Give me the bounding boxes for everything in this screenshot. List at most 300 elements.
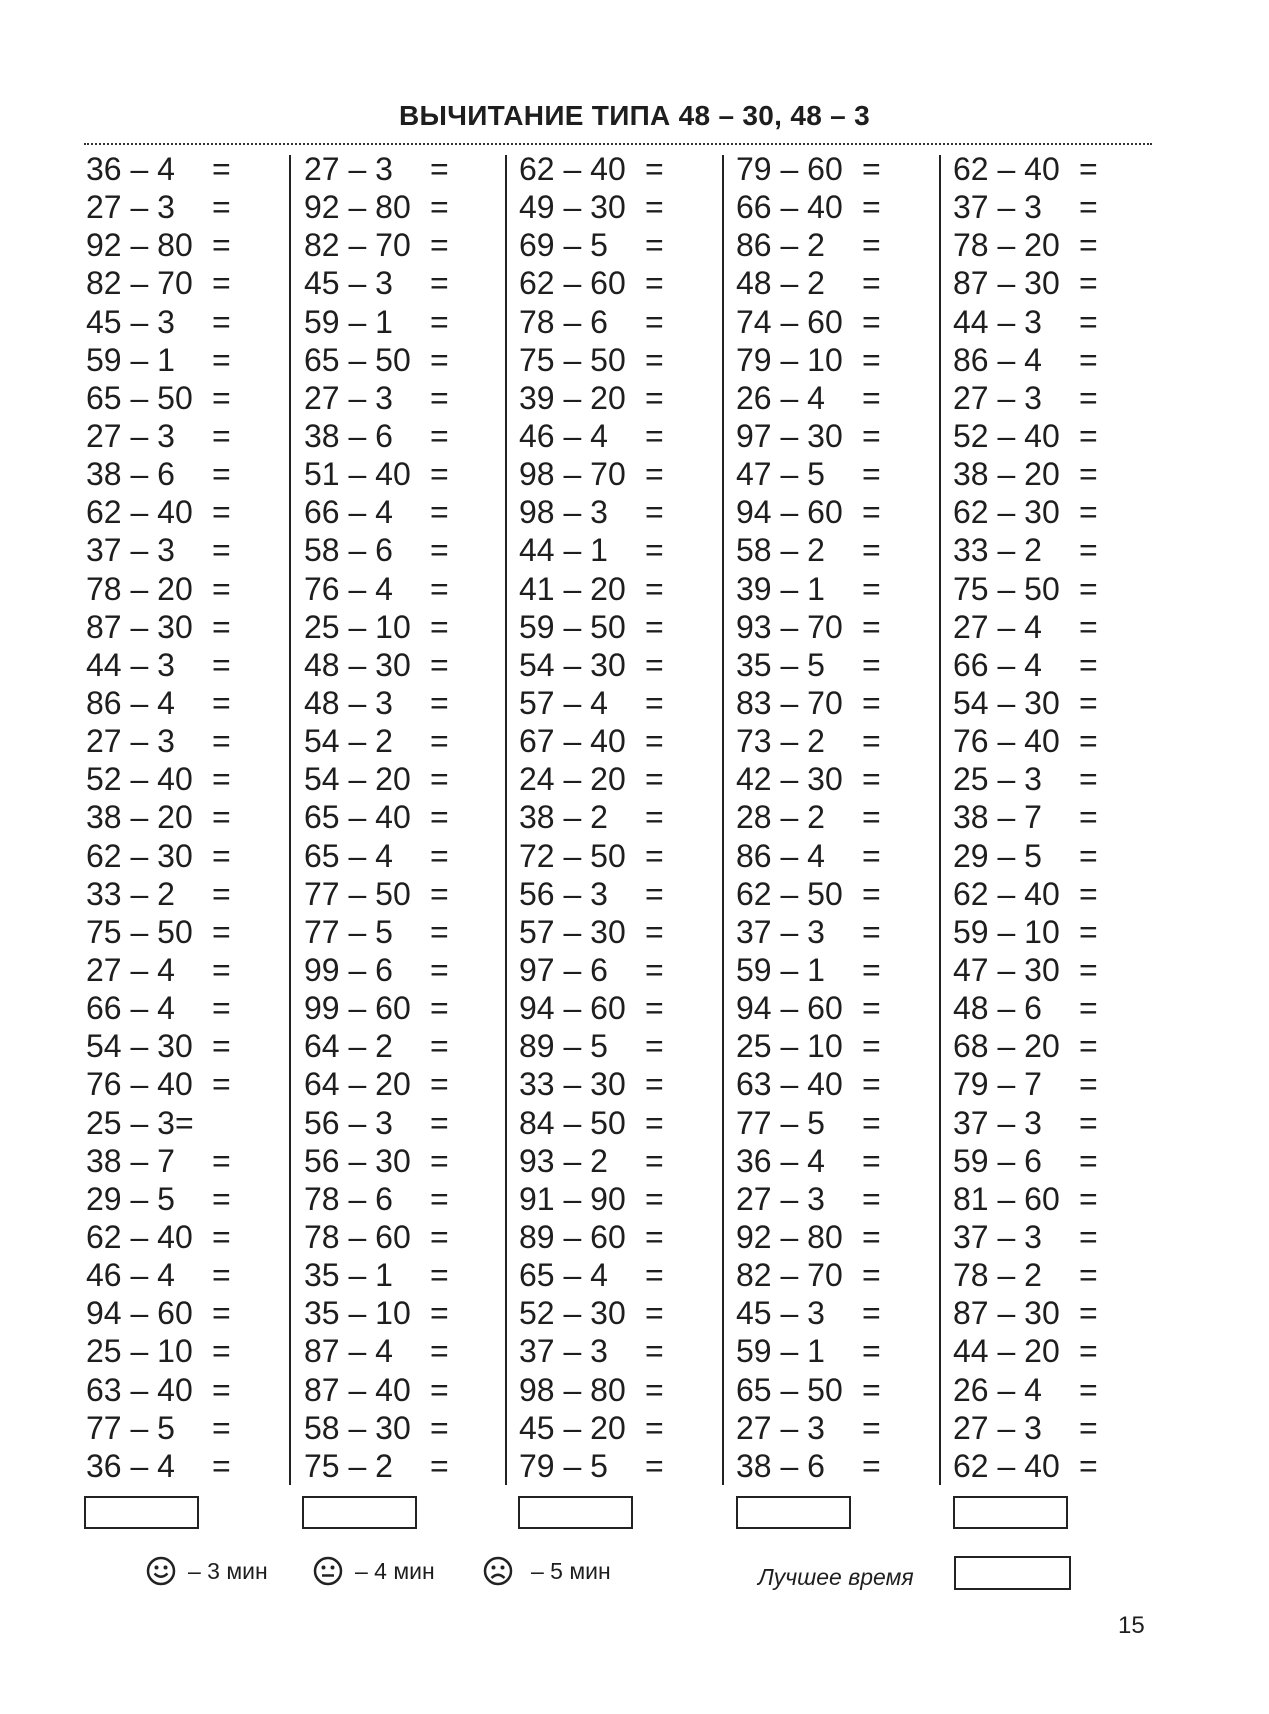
smiley-sad-icon xyxy=(483,1556,513,1586)
equals-sign: = xyxy=(1079,875,1098,912)
exercise-row xyxy=(86,1294,231,1332)
exercise-row xyxy=(86,1027,231,1065)
exercise-row xyxy=(519,646,664,684)
exercise-row xyxy=(304,646,449,684)
exercise-expression: 59 – 10 xyxy=(953,913,1060,950)
equals-sign: = xyxy=(430,570,449,607)
exercise-row xyxy=(519,1332,664,1370)
column-divider xyxy=(722,155,724,1485)
exercise-row xyxy=(86,722,231,760)
exercise-expression: 76 – 40 xyxy=(953,723,1060,760)
equals-sign: = xyxy=(212,1028,231,1065)
exercise-expression: 94 – 60 xyxy=(519,990,626,1027)
exercise-row xyxy=(519,875,664,913)
exercise-row xyxy=(86,608,231,646)
exercise-row xyxy=(736,1218,881,1256)
exercise-row xyxy=(736,798,881,836)
equals-sign: = xyxy=(862,761,881,798)
exercise-expression: 75 – 50 xyxy=(86,913,193,950)
exercise-row xyxy=(736,760,881,798)
exercise-expression: 37 – 3 xyxy=(736,913,825,950)
exercise-expression: 26 – 4 xyxy=(953,1371,1042,1408)
equals-sign: = xyxy=(430,913,449,950)
exercise-expression: 75 – 50 xyxy=(519,341,626,378)
equals-sign: = xyxy=(430,151,449,187)
exercise-expression: 58 – 6 xyxy=(304,532,393,569)
exercise-expression: 65 – 4 xyxy=(304,837,393,874)
equals-sign: = xyxy=(212,379,231,416)
exercise-column-5 xyxy=(953,150,1098,1485)
best-time-box[interactable] xyxy=(954,1556,1071,1590)
exercise-row xyxy=(304,303,449,341)
equals-sign: = xyxy=(430,1066,449,1103)
exercise-expression: 79 – 5 xyxy=(519,1447,608,1484)
equals-sign: = xyxy=(1079,1142,1098,1179)
exercise-row xyxy=(86,493,231,531)
exercise-row xyxy=(304,1409,449,1447)
exercise-row xyxy=(519,455,664,493)
equals-sign: = xyxy=(862,1333,881,1370)
exercise-expression: 56 – 3 xyxy=(519,875,608,912)
equals-sign: = xyxy=(212,1333,231,1370)
exercise-row xyxy=(304,188,449,226)
equals-sign: = xyxy=(1079,494,1098,531)
column-time-box-5[interactable] xyxy=(953,1496,1068,1529)
exercise-expression: 24 – 20 xyxy=(519,761,626,798)
equals-sign: = xyxy=(1079,761,1098,798)
equals-sign: = xyxy=(212,951,231,988)
equals-sign: = xyxy=(212,227,231,264)
equals-sign: = xyxy=(1079,1409,1098,1446)
exercise-expression: 62 – 40 xyxy=(953,151,1060,187)
exercise-expression: 74 – 60 xyxy=(736,303,843,340)
equals-sign: = xyxy=(1079,799,1098,836)
equals-sign: = xyxy=(430,1295,449,1332)
equals-sign: = xyxy=(1079,951,1098,988)
exercise-expression: 86 – 4 xyxy=(736,837,825,874)
exercise-row xyxy=(519,226,664,264)
exercise-row xyxy=(519,531,664,569)
exercise-expression: 44 – 20 xyxy=(953,1333,1060,1370)
exercise-expression: 38 – 6 xyxy=(304,417,393,454)
equals-sign: = xyxy=(645,1333,664,1370)
exercise-row xyxy=(736,1447,881,1485)
exercise-expression: 44 – 1 xyxy=(519,532,608,569)
exercise-expression: 45 – 3 xyxy=(736,1295,825,1332)
legend-neutral xyxy=(313,1556,435,1586)
exercise-row xyxy=(736,417,881,455)
exercise-expression: 73 – 2 xyxy=(736,723,825,760)
exercise-row xyxy=(304,684,449,722)
equals-sign: = xyxy=(212,265,231,302)
exercise-expression: 93 – 70 xyxy=(736,608,843,645)
equals-sign: = xyxy=(1079,1066,1098,1103)
equals-sign: = xyxy=(645,1218,664,1255)
exercise-row xyxy=(953,875,1098,913)
column-time-box-2[interactable] xyxy=(302,1496,417,1529)
exercise-column-2 xyxy=(304,150,449,1485)
exercise-row xyxy=(953,570,1098,608)
exercise-row xyxy=(86,379,231,417)
exercise-expression: 44 – 3 xyxy=(86,646,175,683)
equals-sign: = xyxy=(212,189,231,226)
equals-sign: = xyxy=(430,1257,449,1294)
equals-sign: = xyxy=(645,913,664,950)
exercise-expression: 37 – 3 xyxy=(86,532,175,569)
equals-sign: = xyxy=(645,189,664,226)
equals-sign: = xyxy=(862,837,881,874)
exercise-expression: 92 – 80 xyxy=(304,189,411,226)
equals-sign: = xyxy=(1079,723,1098,760)
equals-sign: = xyxy=(645,723,664,760)
exercise-expression: 78 – 20 xyxy=(953,227,1060,264)
equals-sign: = xyxy=(862,913,881,950)
equals-sign: = xyxy=(430,799,449,836)
exercise-expression: 27 – 4 xyxy=(953,608,1042,645)
exercise-expression: 64 – 20 xyxy=(304,1066,411,1103)
equals-sign: = xyxy=(862,723,881,760)
legend-sad xyxy=(483,1556,611,1586)
equals-sign: = xyxy=(862,1066,881,1103)
exercise-expression: 25 – 3= xyxy=(86,1104,194,1141)
equals-sign: = xyxy=(645,341,664,378)
exercise-expression: 49 – 30 xyxy=(519,189,626,226)
smiley-happy-icon xyxy=(146,1556,176,1586)
equals-sign: = xyxy=(1079,570,1098,607)
equals-sign: = xyxy=(430,1371,449,1408)
exercise-row xyxy=(304,531,449,569)
exercise-row xyxy=(86,226,231,264)
exercise-row xyxy=(519,1409,664,1447)
equals-sign: = xyxy=(1079,1447,1098,1484)
exercise-row xyxy=(519,1027,664,1065)
exercise-expression: 84 – 50 xyxy=(519,1104,626,1141)
equals-sign: = xyxy=(645,837,664,874)
exercise-expression: 52 – 40 xyxy=(953,417,1060,454)
equals-sign: = xyxy=(212,1447,231,1484)
exercise-expression: 37 – 3 xyxy=(519,1333,608,1370)
equals-sign: = xyxy=(645,646,664,683)
equals-sign: = xyxy=(430,990,449,1027)
equals-sign: = xyxy=(645,151,664,187)
exercise-expression: 29 – 5 xyxy=(86,1180,175,1217)
exercise-row xyxy=(953,188,1098,226)
exercise-row xyxy=(519,760,664,798)
equals-sign: = xyxy=(1079,913,1098,950)
exercise-row xyxy=(304,1218,449,1256)
exercise-expression: 57 – 30 xyxy=(519,913,626,950)
equals-sign: = xyxy=(645,990,664,1027)
exercise-row xyxy=(953,150,1098,188)
equals-sign: = xyxy=(862,494,881,531)
exercise-expression: 27 – 3 xyxy=(736,1180,825,1217)
equals-sign: = xyxy=(212,303,231,340)
exercise-expression: 41 – 20 xyxy=(519,570,626,607)
equals-sign: = xyxy=(212,646,231,683)
exercise-row xyxy=(519,188,664,226)
column-time-box-1[interactable] xyxy=(84,1496,199,1529)
exercise-row xyxy=(304,951,449,989)
exercise-row xyxy=(86,989,231,1027)
exercise-expression: 35 – 1 xyxy=(304,1257,393,1294)
equals-sign: = xyxy=(1079,684,1098,721)
exercise-expression: 54 – 20 xyxy=(304,761,411,798)
equals-sign: = xyxy=(430,532,449,569)
exercise-expression: 94 – 60 xyxy=(86,1295,193,1332)
exercise-expression: 27 – 3 xyxy=(953,379,1042,416)
equals-sign: = xyxy=(862,646,881,683)
exercise-row xyxy=(953,798,1098,836)
exercise-row xyxy=(86,264,231,302)
equals-sign: = xyxy=(1079,1371,1098,1408)
exercise-expression: 33 – 2 xyxy=(86,875,175,912)
exercise-expression: 72 – 50 xyxy=(519,837,626,874)
exercise-expression: 25 – 10 xyxy=(304,608,411,645)
legend-happy xyxy=(146,1556,268,1586)
exercise-row xyxy=(519,417,664,455)
equals-sign: = xyxy=(862,1447,881,1484)
exercise-expression: 98 – 3 xyxy=(519,494,608,531)
equals-sign: = xyxy=(430,723,449,760)
exercise-row xyxy=(519,1447,664,1485)
exercise-expression: 27 – 3 xyxy=(953,1409,1042,1446)
equals-sign: = xyxy=(862,1371,881,1408)
exercise-row xyxy=(86,1409,231,1447)
equals-sign: = xyxy=(430,1333,449,1370)
dotted-divider xyxy=(84,143,1152,145)
exercise-expression: 65 – 40 xyxy=(304,799,411,836)
exercise-row xyxy=(86,1065,231,1103)
equals-sign: = xyxy=(212,723,231,760)
exercise-row xyxy=(519,608,664,646)
equals-sign: = xyxy=(212,608,231,645)
exercise-expression: 65 – 50 xyxy=(86,379,193,416)
equals-sign: = xyxy=(430,1447,449,1484)
equals-sign: = xyxy=(212,1409,231,1446)
equals-sign: = xyxy=(645,379,664,416)
exercise-row xyxy=(86,1371,231,1409)
exercise-expression: 42 – 30 xyxy=(736,761,843,798)
exercise-row xyxy=(953,722,1098,760)
exercise-expression: 62 – 40 xyxy=(86,494,193,531)
exercise-row xyxy=(953,417,1098,455)
exercise-expression: 27 – 3 xyxy=(86,417,175,454)
exercise-expression: 47 – 30 xyxy=(953,951,1060,988)
exercise-expression: 56 – 3 xyxy=(304,1104,393,1141)
equals-sign: = xyxy=(1079,1104,1098,1141)
exercise-expression: 78 – 60 xyxy=(304,1218,411,1255)
exercise-expression: 69 – 5 xyxy=(519,227,608,264)
exercise-expression: 66 – 4 xyxy=(86,990,175,1027)
equals-sign: = xyxy=(862,227,881,264)
equals-sign: = xyxy=(430,227,449,264)
equals-sign: = xyxy=(645,227,664,264)
exercise-expression: 98 – 80 xyxy=(519,1371,626,1408)
equals-sign: = xyxy=(645,1371,664,1408)
equals-sign: = xyxy=(212,1371,231,1408)
exercise-row xyxy=(953,303,1098,341)
exercise-row xyxy=(953,1294,1098,1332)
equals-sign: = xyxy=(212,799,231,836)
equals-sign: = xyxy=(862,265,881,302)
exercise-row xyxy=(519,1371,664,1409)
exercise-row xyxy=(736,913,881,951)
exercise-expression: 52 – 30 xyxy=(519,1295,626,1332)
exercise-expression: 58 – 2 xyxy=(736,532,825,569)
equals-sign: = xyxy=(645,608,664,645)
equals-sign: = xyxy=(212,990,231,1027)
exercise-row xyxy=(519,722,664,760)
exercise-row xyxy=(304,760,449,798)
exercise-row xyxy=(304,379,449,417)
exercise-row xyxy=(736,1104,881,1142)
exercise-expression: 54 – 30 xyxy=(86,1028,193,1065)
exercise-row xyxy=(304,1332,449,1370)
exercise-expression: 58 – 30 xyxy=(304,1409,411,1446)
exercise-expression: 82 – 70 xyxy=(86,265,193,302)
page-number: 15 xyxy=(1118,1612,1145,1639)
exercise-row xyxy=(953,1027,1098,1065)
exercise-row xyxy=(519,303,664,341)
exercise-row xyxy=(304,226,449,264)
equals-sign: = xyxy=(862,799,881,836)
exercise-row xyxy=(953,989,1098,1027)
exercise-expression: 78 – 2 xyxy=(953,1257,1042,1294)
exercise-row xyxy=(86,570,231,608)
equals-sign: = xyxy=(1079,837,1098,874)
exercise-expression: 79 – 7 xyxy=(953,1066,1042,1103)
exercise-expression: 62 – 50 xyxy=(736,875,843,912)
exercise-row xyxy=(519,1104,664,1142)
equals-sign: = xyxy=(645,1028,664,1065)
exercise-expression: 45 – 20 xyxy=(519,1409,626,1446)
exercise-expression: 38 – 2 xyxy=(519,799,608,836)
exercise-row xyxy=(736,951,881,989)
exercise-expression: 87 – 30 xyxy=(86,608,193,645)
equals-sign: = xyxy=(1079,1257,1098,1294)
equals-sign: = xyxy=(862,456,881,493)
legend-text-4min: – 4 мин xyxy=(355,1557,435,1584)
exercise-expression: 63 – 40 xyxy=(86,1371,193,1408)
exercise-expression: 59 – 1 xyxy=(86,341,175,378)
equals-sign: = xyxy=(862,1257,881,1294)
exercise-expression: 66 – 40 xyxy=(736,189,843,226)
equals-sign: = xyxy=(645,875,664,912)
equals-sign: = xyxy=(430,189,449,226)
equals-sign: = xyxy=(862,608,881,645)
exercise-expression: 89 – 5 xyxy=(519,1028,608,1065)
equals-sign: = xyxy=(645,761,664,798)
exercise-row xyxy=(519,1294,664,1332)
exercise-expression: 68 – 20 xyxy=(953,1028,1060,1065)
equals-sign: = xyxy=(430,265,449,302)
exercise-expression: 48 – 30 xyxy=(304,646,411,683)
column-time-box-3[interactable] xyxy=(518,1496,633,1529)
exercise-expression: 67 – 40 xyxy=(519,723,626,760)
exercise-expression: 76 – 40 xyxy=(86,1066,193,1103)
exercise-expression: 64 – 2 xyxy=(304,1028,393,1065)
exercise-row xyxy=(304,875,449,913)
equals-sign: = xyxy=(430,608,449,645)
page-title: ВЫЧИТАНИЕ ТИПА 48 – 30, 48 – 3 xyxy=(399,100,870,131)
exercise-expression: 56 – 30 xyxy=(304,1142,411,1179)
exercise-row xyxy=(304,417,449,455)
exercise-expression: 59 – 1 xyxy=(736,1333,825,1370)
equals-sign: = xyxy=(1079,990,1098,1027)
equals-sign: = xyxy=(212,684,231,721)
equals-sign: = xyxy=(430,837,449,874)
equals-sign: = xyxy=(430,494,449,531)
exercise-expression: 97 – 30 xyxy=(736,417,843,454)
exercise-expression: 36 – 4 xyxy=(86,151,175,187)
equals-sign: = xyxy=(862,990,881,1027)
equals-sign: = xyxy=(212,875,231,912)
exercise-expression: 77 – 5 xyxy=(304,913,393,950)
exercise-row xyxy=(736,303,881,341)
exercise-row xyxy=(519,150,664,188)
column-time-box-4[interactable] xyxy=(736,1496,851,1529)
exercise-row xyxy=(736,341,881,379)
exercise-row xyxy=(304,1104,449,1142)
equals-sign: = xyxy=(430,456,449,493)
exercise-row xyxy=(736,1256,881,1294)
exercise-expression: 91 – 90 xyxy=(519,1180,626,1217)
exercise-row xyxy=(736,722,881,760)
equals-sign: = xyxy=(862,341,881,378)
equals-sign: = xyxy=(430,1409,449,1446)
equals-sign: = xyxy=(430,1104,449,1141)
exercise-row xyxy=(736,1142,881,1180)
exercise-expression: 39 – 20 xyxy=(519,379,626,416)
exercise-row xyxy=(519,1180,664,1218)
equals-sign: = xyxy=(430,1142,449,1179)
exercise-expression: 45 – 3 xyxy=(86,303,175,340)
exercise-row xyxy=(519,798,664,836)
exercise-row xyxy=(519,1218,664,1256)
equals-sign: = xyxy=(645,570,664,607)
exercise-row xyxy=(304,1180,449,1218)
equals-sign: = xyxy=(645,684,664,721)
exercise-row xyxy=(304,1256,449,1294)
exercise-row xyxy=(953,1142,1098,1180)
column-divider xyxy=(505,155,507,1485)
exercise-row xyxy=(519,951,664,989)
exercise-expression: 37 – 3 xyxy=(953,1218,1042,1255)
exercise-row xyxy=(86,303,231,341)
exercise-row xyxy=(736,989,881,1027)
best-time-label: Лучшее время xyxy=(758,1564,914,1590)
equals-sign: = xyxy=(862,1180,881,1217)
equals-sign: = xyxy=(1079,646,1098,683)
exercise-expression: 77 – 5 xyxy=(86,1409,175,1446)
equals-sign: = xyxy=(862,189,881,226)
equals-sign: = xyxy=(862,303,881,340)
equals-sign: = xyxy=(212,1180,231,1217)
equals-sign: = xyxy=(862,532,881,569)
exercise-row xyxy=(953,1447,1098,1485)
exercise-row xyxy=(86,760,231,798)
exercise-row xyxy=(519,379,664,417)
exercise-row xyxy=(736,684,881,722)
exercise-row xyxy=(86,417,231,455)
exercise-expression: 62 – 40 xyxy=(519,151,626,187)
exercise-row xyxy=(953,646,1098,684)
equals-sign: = xyxy=(645,1409,664,1446)
equals-sign: = xyxy=(645,1257,664,1294)
exercise-row xyxy=(736,837,881,875)
equals-sign: = xyxy=(212,1066,231,1103)
exercise-expression: 75 – 50 xyxy=(953,570,1060,607)
